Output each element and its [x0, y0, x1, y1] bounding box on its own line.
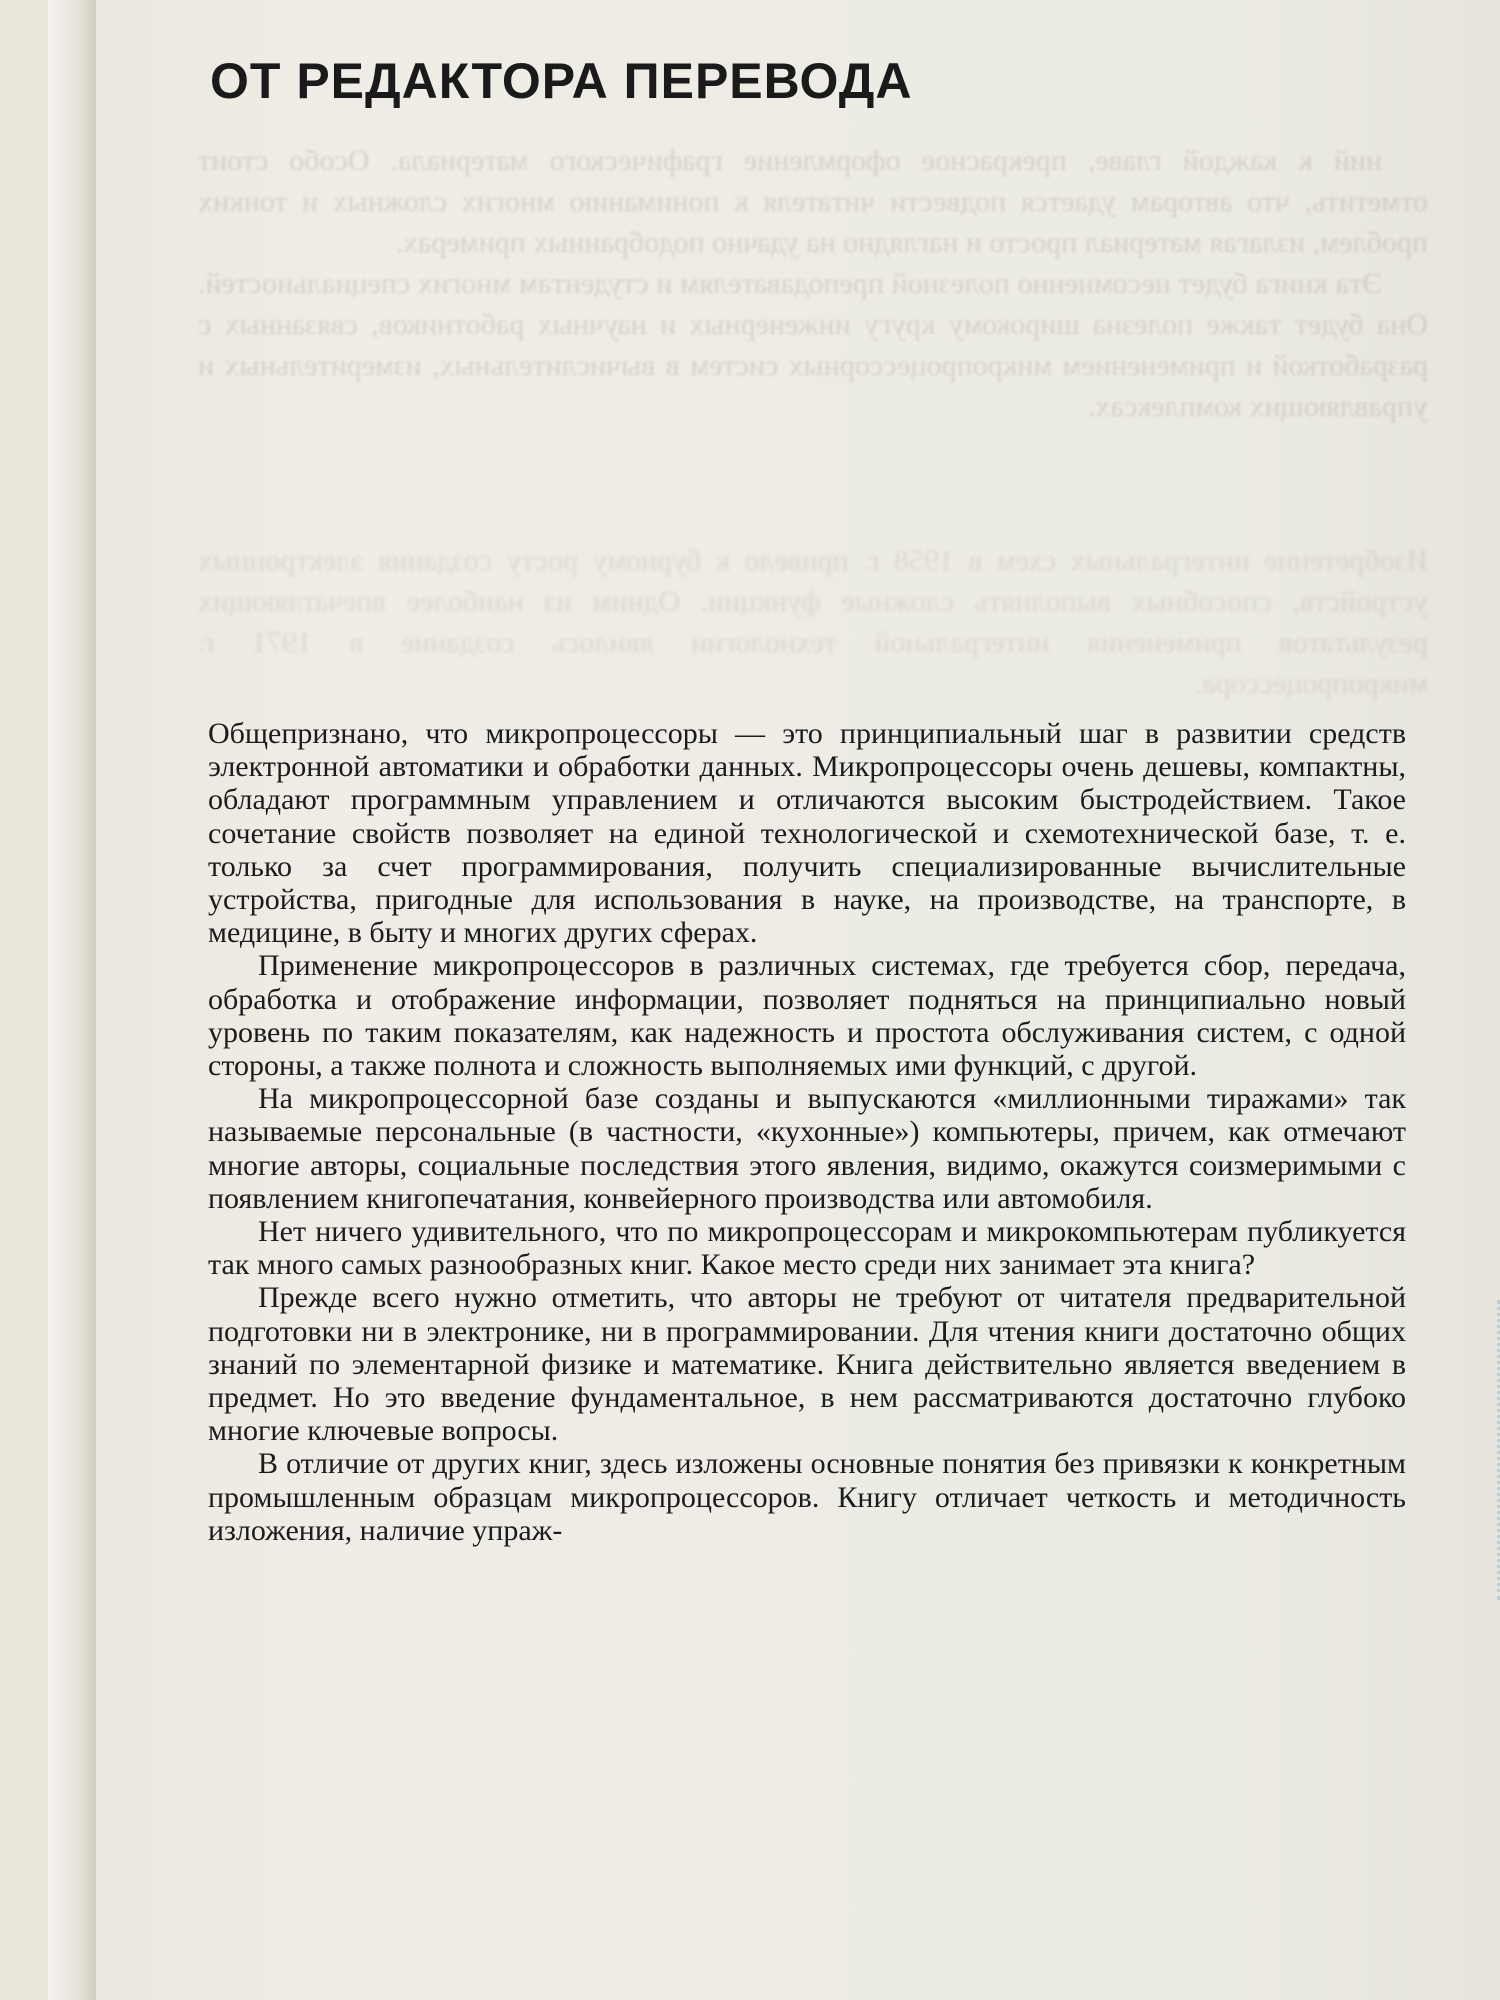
- paragraph-3: На микропроцессорной базе созданы и выпускаются «миллионными тиражами» так называемые персональные (в частности, «кухонные») компьютеры, причем, как отмечают многие авторы, социальные последствия этого явления, видимо, окажутся соизмеримыми с появлением книгопечатания, конвейерного производства или автомобиля.: [208, 1082, 1406, 1215]
- paragraph-4: Нет ничего удивительного, что по микропроцессорам и микрокомпьютерам публикуется так много самых разнообразных книг. Какое место среди них занимает эта книга?: [208, 1215, 1406, 1282]
- paragraph-1: Общепризнано, что микропроцессоры — это принципиальный шаг в развитии средств электронной автоматики и обработки данных. Микропроцессоры очень дешевы, компактны, обладают программным управлением и отличаются высоким быстродействием. Такое сочетание свойств позволяет на единой технологической и схемотехнической базе, т. е. только за счет программирования, получить специализированные вычислительные устройства, пригодные для использования в науке, на производстве, на транспорте, в медицине, в быту и многих других сферах.: [208, 717, 1406, 950]
- book-page: [48, 0, 1500, 2000]
- show-through-paragraph: Эта книга будет несомненно полезной преподавателям и студентам многих специальностей. Она будет также полезна широкому кругу инженерных и научных работников, связанных с разработкой и применением микропроцессорных систем в вычислительных, измерительных и управляющих комплексах.: [198, 267, 1428, 423]
- show-through-text-lower: [198, 540, 1428, 704]
- page-gutter: [48, 0, 96, 2000]
- show-through-text-upper: [198, 140, 1428, 427]
- edge-marks: [1489, 1300, 1500, 1600]
- main-text: [208, 717, 1406, 1547]
- page-title: ОТ РЕДАКТОРА ПЕРЕВОДА: [210, 53, 913, 109]
- show-through-paragraph: ний к каждой главе, прекрасное оформление графического материала. Особо стоит отметить, что авторам удается подвести читателя к пониманию многих сложных и тонких проблем, излагая материал просто и наглядно на удачно подобранных примерах.: [198, 144, 1428, 259]
- show-through-paragraph: Изобретение интегральных схем в 1958 г. привело к бурному росту создания электронных устройств, способных выполнять сложные функции. Одним из наиболее впечатляющих результатов применения интегральной технологии явилось создание в 1971 г. микропроцессора.: [198, 544, 1428, 700]
- paragraph-2: Применение микропроцессоров в различных системах, где требуется сбор, передача, обработка и отображение информации, позволяет подняться на принципиально новый уровень по таким показателям, как надежность и простота обслуживания систем, с одной стороны, а также полнота и сложность выполняемых ими функций, с другой.: [208, 949, 1406, 1083]
- paragraph-6: В отличие от других книг, здесь изложены основные понятия без привязки к конкретным промышленным образцам микропроцессоров. Книгу отличает четкость и методичность изложения, наличие упраж-: [208, 1447, 1406, 1547]
- paragraph-5: Прежде всего нужно отметить, что авторы не требуют от читателя предварительной подготовки ни в электронике, ни в программировании. Для чтения книги достаточно общих знаний по элементарной физике и математике. Книга действительно является введением в предмет. Но это введение фундаментальное, в нем рассматриваются достаточно глубоко многие ключевые вопросы.: [208, 1281, 1406, 1448]
